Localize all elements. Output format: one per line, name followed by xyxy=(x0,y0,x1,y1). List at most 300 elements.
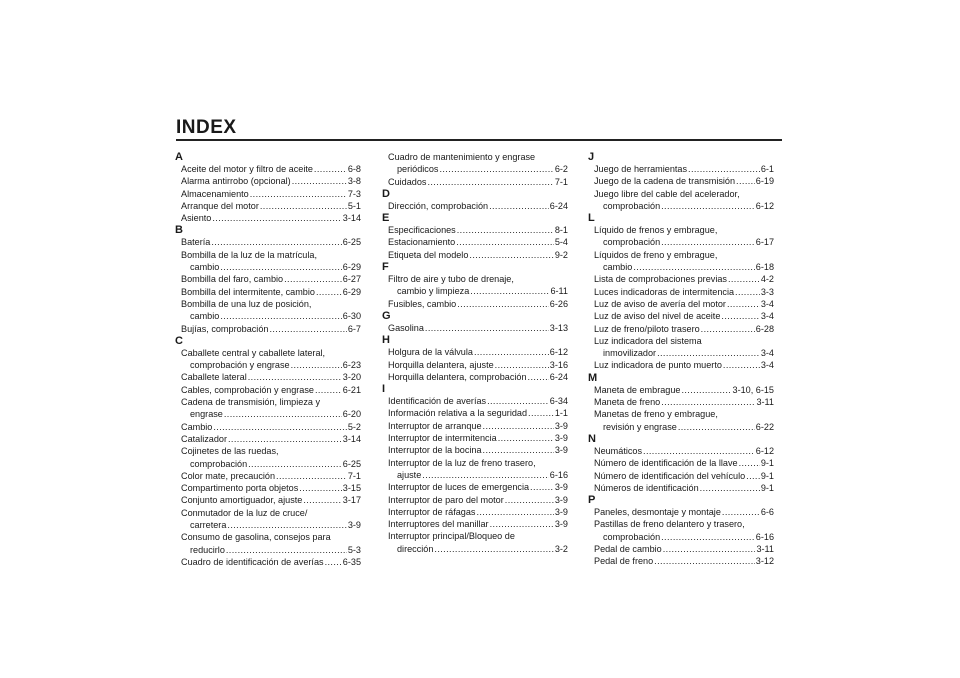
page-ref: 6-22 xyxy=(755,421,774,432)
dot-leader xyxy=(457,298,549,310)
index-entry xyxy=(589,445,774,457)
entry-text: Lista de comprobaciones previas xyxy=(594,274,727,285)
page-ref: 7-1 xyxy=(347,470,361,481)
page-ref: 6-12 xyxy=(755,200,774,211)
entry-text: Luz de aviso del nivel de aceite xyxy=(594,311,721,322)
section-letter: H xyxy=(382,334,390,347)
entry-text: Cuidados xyxy=(388,176,427,187)
entry-text: Cuadro de identificación de averías xyxy=(181,556,324,567)
entry-text: Caballete lateral xyxy=(181,372,247,383)
page-ref: 3-8 xyxy=(347,176,361,187)
index-entry xyxy=(383,494,568,506)
entry-text: Arranque del motor xyxy=(181,200,259,211)
page-ref: 6-1 xyxy=(760,164,774,174)
page-ref: 3-2 xyxy=(554,543,568,554)
page-ref: 6-24 xyxy=(549,200,568,211)
index-entry xyxy=(589,310,774,322)
dot-leader xyxy=(661,200,755,212)
entry-text: Interruptor de la luz de freno trasero, xyxy=(388,457,536,468)
index-entry xyxy=(383,298,568,310)
dot-leader xyxy=(250,188,347,200)
page-ref: 6-20 xyxy=(342,409,361,420)
dot-leader xyxy=(220,261,341,273)
index-entry xyxy=(383,224,568,236)
entry-text: Aceite del motor y filtro de aceite xyxy=(181,164,313,174)
entry-text: Paneles, desmontaje y montaje xyxy=(594,507,721,518)
entry-text: Número de identificación del vehículo xyxy=(594,470,746,481)
index-entry xyxy=(176,200,361,212)
entry-text: inmovilizador xyxy=(603,348,657,359)
entry-text: Cables, comprobación y engrase xyxy=(181,384,314,395)
dot-leader xyxy=(727,298,760,310)
dot-leader xyxy=(661,236,755,248)
page-ref: 5-2 xyxy=(347,421,361,432)
dot-leader xyxy=(316,286,342,298)
dot-leader xyxy=(276,470,347,482)
entry-text: Especificaciones xyxy=(388,225,456,236)
dot-leader xyxy=(739,457,760,469)
entry-text: Conjunto amortiguador, ajuste xyxy=(181,495,303,506)
entry-text: Luces indicadoras de intermitencia xyxy=(594,286,735,297)
page-ref: 7-1 xyxy=(554,176,568,187)
title-rule xyxy=(176,139,782,141)
index-entry xyxy=(176,249,361,274)
index-entry xyxy=(589,482,774,494)
page-ref: 9-1 xyxy=(760,470,774,481)
index-entry xyxy=(176,396,361,421)
entry-text: Alarma antirrobo (opcional) xyxy=(181,176,291,187)
page-ref: 3-4 xyxy=(760,348,774,359)
dot-leader xyxy=(425,322,549,334)
entry-text: Filtro de aire y tubo de drenaje, xyxy=(388,274,514,285)
index-entry xyxy=(589,323,774,335)
dot-leader xyxy=(530,481,554,493)
index-entry xyxy=(176,371,361,383)
page-ref: 6-27 xyxy=(342,274,361,285)
section-letter: D xyxy=(382,187,390,200)
section-letter: F xyxy=(382,261,389,274)
page-ref: 5-4 xyxy=(554,237,568,248)
entry-text: Maneta de freno xyxy=(594,397,661,408)
index-entry xyxy=(176,556,361,568)
dot-leader xyxy=(688,163,760,175)
page-ref: 3-15 xyxy=(342,483,361,494)
dot-leader xyxy=(315,384,342,396)
page-ref: 6-11 xyxy=(550,286,568,297)
index-entry xyxy=(589,396,774,408)
page-ref: 3-9 xyxy=(554,506,568,517)
entry-text: Holgura de la válvula xyxy=(388,347,473,358)
entry-text: Números de identificación xyxy=(594,482,699,493)
dot-leader xyxy=(483,420,554,432)
entry-text: engrase xyxy=(190,409,223,420)
entry-text: Información relativa a la seguridad xyxy=(388,408,528,419)
index-entry xyxy=(383,346,568,358)
index-column-1 xyxy=(176,151,361,568)
entry-text: Neumáticos xyxy=(594,445,643,456)
dot-leader xyxy=(469,249,553,261)
index-entry xyxy=(589,408,774,433)
page-ref: 6-12 xyxy=(755,445,774,456)
dot-leader xyxy=(657,347,760,359)
index-entry xyxy=(176,347,361,372)
page-ref: 7-3 xyxy=(347,188,361,199)
page-ref: 6-25 xyxy=(342,458,361,469)
dot-leader xyxy=(654,555,755,567)
index-entry xyxy=(589,543,774,555)
entry-text: Batería xyxy=(181,237,211,248)
index-entry xyxy=(589,470,774,482)
entry-text: Interruptores del manillar xyxy=(388,519,489,530)
dot-leader xyxy=(248,458,342,470)
dot-leader xyxy=(728,273,760,285)
index-entry xyxy=(383,176,568,188)
dot-leader xyxy=(224,408,342,420)
index-entry xyxy=(176,323,361,335)
page-ref: 6-28 xyxy=(755,323,774,334)
page-ref: 1-1 xyxy=(554,408,568,419)
index-entry xyxy=(176,298,361,323)
page-ref: 3-9 xyxy=(554,445,568,456)
entry-text: reducirlo xyxy=(190,544,225,555)
section-letter: L xyxy=(588,212,595,225)
page-ref: 3-20 xyxy=(342,372,361,383)
entry-text: Almacenamiento xyxy=(181,188,249,199)
index-entry xyxy=(383,518,568,530)
page-ref: 3-4 xyxy=(760,298,774,309)
page-ref: 3-3 xyxy=(760,286,774,297)
index-entry xyxy=(383,432,568,444)
dot-leader xyxy=(661,531,755,543)
dot-leader xyxy=(678,421,755,433)
entry-text: carretera xyxy=(190,520,227,531)
section-letter: A xyxy=(175,151,183,163)
dot-leader xyxy=(470,285,549,297)
entry-text: Pedal de freno xyxy=(594,556,654,567)
entry-text: Horquilla delantera, comprobación xyxy=(388,371,527,382)
index-entry xyxy=(176,494,361,506)
page-ref: 6-12 xyxy=(549,347,568,358)
index-entry xyxy=(383,506,568,518)
index-entry xyxy=(176,421,361,433)
section-letter: B xyxy=(175,224,183,237)
index-entry xyxy=(383,273,568,298)
page-ref: 3-13 xyxy=(549,322,568,333)
entry-text: comprobación xyxy=(603,531,661,542)
dot-leader xyxy=(299,482,342,494)
index-entry xyxy=(176,163,361,175)
entry-text: Caballete central y caballete lateral, xyxy=(181,347,326,358)
entry-text: Juego libre del cable del acelerador, xyxy=(594,188,740,199)
page-title: INDEX xyxy=(176,117,237,138)
index-entry xyxy=(589,359,774,371)
entry-text: Bombilla de la luz de la matrícula, xyxy=(181,249,317,260)
index-entry xyxy=(383,444,568,456)
index-entry xyxy=(383,249,568,261)
dot-leader xyxy=(292,175,347,187)
dot-leader xyxy=(284,273,342,285)
entry-text: Color mate, precaución xyxy=(181,470,276,481)
entry-text: Cadena de transmisión, limpieza y xyxy=(181,397,320,408)
page-ref: 3-9 xyxy=(554,482,568,493)
entry-text: Fusibles, cambio xyxy=(388,298,457,309)
page-ref: 9-2 xyxy=(554,249,568,260)
entry-text: Interruptor de arranque xyxy=(388,420,482,431)
page-ref: 6-35 xyxy=(342,556,361,567)
entry-text: Interruptor de luces de emergencia xyxy=(388,482,530,493)
dot-leader xyxy=(474,346,549,358)
dot-leader xyxy=(528,371,549,383)
page-ref: 3-9 xyxy=(554,433,568,444)
dot-leader xyxy=(226,544,347,556)
entry-text: Conmutador de la luz de cruce/ xyxy=(181,507,308,518)
page-ref: 6-2 xyxy=(554,164,568,175)
dot-leader xyxy=(212,212,341,224)
page-ref: 3-10, 6-15 xyxy=(732,384,774,395)
index-entry xyxy=(176,236,361,248)
index-entry xyxy=(176,273,361,285)
page-ref: 6-8 xyxy=(347,164,361,174)
entry-text: Asiento xyxy=(181,213,212,224)
index-entry xyxy=(589,175,774,187)
entry-text: Maneta de embrague xyxy=(594,384,681,395)
dot-leader xyxy=(422,469,549,481)
page-ref: 3-12 xyxy=(755,556,774,567)
page-ref: 6-34 xyxy=(549,396,568,407)
section-letter: G xyxy=(382,309,391,322)
index-entry xyxy=(176,445,361,470)
page-ref: 3-11 xyxy=(756,544,774,555)
entry-text: Interruptor de la bocina xyxy=(388,445,482,456)
page-ref: 6-16 xyxy=(549,469,568,480)
entry-text: Luz indicadora del sistema xyxy=(594,335,702,346)
index-entry xyxy=(589,555,774,567)
dot-leader xyxy=(722,506,760,518)
page-ref: 6-25 xyxy=(342,237,361,248)
entry-text: cambio y limpieza xyxy=(397,286,470,297)
index-entry xyxy=(383,200,568,212)
page-ref: 6-7 xyxy=(347,323,361,334)
page-ref: 6-26 xyxy=(549,298,568,309)
page-ref: 6-16 xyxy=(755,531,774,542)
entry-text: Pastillas de freno delantero y trasero, xyxy=(594,519,745,530)
index-entry xyxy=(589,457,774,469)
entry-text: dirección xyxy=(397,543,434,554)
page-ref: 9-1 xyxy=(760,482,774,493)
entry-text: comprobación xyxy=(190,458,248,469)
dot-leader xyxy=(228,433,342,445)
page-ref: 3-9 xyxy=(554,420,568,431)
entry-text: Pedal de cambio xyxy=(594,544,662,555)
page-ref: 6-29 xyxy=(342,286,361,297)
section-letter: C xyxy=(175,334,183,347)
index-entry xyxy=(176,482,361,494)
entry-text: Bombilla de una luz de posición, xyxy=(181,298,312,309)
dot-leader xyxy=(633,261,754,273)
dot-leader xyxy=(700,482,760,494)
index-entry xyxy=(176,188,361,200)
dot-leader xyxy=(291,359,342,371)
dot-leader xyxy=(495,359,549,371)
dot-leader xyxy=(227,519,346,531)
entry-text: revisión y engrase xyxy=(603,421,677,432)
index-column-2 xyxy=(383,151,568,555)
dot-leader xyxy=(456,236,554,248)
dot-leader xyxy=(746,470,760,482)
index-entry xyxy=(383,481,568,493)
entry-text: Líquido de frenos y embrague, xyxy=(594,225,718,236)
dot-leader xyxy=(490,518,554,530)
index-entry xyxy=(176,212,361,224)
page-ref: 3-4 xyxy=(760,311,774,322)
dot-leader xyxy=(269,323,346,335)
entry-text: Etiqueta del modelo xyxy=(388,249,469,260)
index-entry xyxy=(589,188,774,213)
dot-leader xyxy=(498,432,554,444)
section-letter: I xyxy=(382,383,386,396)
dot-leader xyxy=(476,506,553,518)
index-entry xyxy=(589,335,774,360)
page-ref: 3-14 xyxy=(342,213,361,224)
dot-leader xyxy=(701,323,755,335)
index-entry xyxy=(176,433,361,445)
index-entry xyxy=(176,470,361,482)
dot-leader xyxy=(483,444,554,456)
entry-text: Horquilla delantera, ajuste xyxy=(388,359,494,370)
section-letter: M xyxy=(588,371,598,384)
index-entry xyxy=(383,151,568,176)
entry-text: Luz indicadora de punto muerto xyxy=(594,360,722,371)
dot-leader xyxy=(681,384,731,396)
entry-text: Bujías, comprobación xyxy=(181,323,269,334)
entry-text: Bombilla del faro, cambio xyxy=(181,274,284,285)
index-entry xyxy=(383,530,568,555)
dot-leader xyxy=(220,310,341,322)
entry-text: Manetas de freno y embrague, xyxy=(594,409,718,420)
index-entry xyxy=(589,384,774,396)
page-ref: 5-3 xyxy=(347,544,361,555)
index-entry xyxy=(589,506,774,518)
page-ref: 6-29 xyxy=(342,262,361,273)
index-entry xyxy=(383,236,568,248)
entry-text: cambio xyxy=(190,311,220,322)
dot-leader xyxy=(434,543,553,555)
dot-leader xyxy=(211,236,341,248)
entry-text: Bombilla del intermitente, cambio xyxy=(181,286,315,297)
dot-leader xyxy=(457,224,554,236)
entry-text: Compartimento porta objetos xyxy=(181,483,299,494)
entry-text: ajuste xyxy=(397,469,422,480)
page-ref: 9-1 xyxy=(760,458,774,469)
index-entry xyxy=(383,395,568,407)
index-entry xyxy=(176,507,361,532)
dot-leader xyxy=(723,359,760,371)
index-entry xyxy=(383,371,568,383)
index-entry xyxy=(383,407,568,419)
page-ref: 6-21 xyxy=(342,384,361,395)
entry-text: Interruptor de intermitencia xyxy=(388,433,497,444)
page-ref: 6-18 xyxy=(755,262,774,273)
dot-leader xyxy=(721,310,759,322)
page-ref: 3-11 xyxy=(756,397,774,408)
dot-leader xyxy=(427,176,553,188)
dot-leader xyxy=(735,286,760,298)
dot-leader xyxy=(663,543,756,555)
dot-leader xyxy=(487,395,549,407)
section-letter: N xyxy=(588,432,596,445)
index-entry xyxy=(176,531,361,556)
entry-text: Juego de herramientas xyxy=(594,164,688,174)
index-entry xyxy=(176,286,361,298)
entry-text: Líquidos de freno y embrague, xyxy=(594,249,718,260)
page-ref: 3-9 xyxy=(554,519,568,530)
index-entry xyxy=(589,298,774,310)
entry-text: cambio xyxy=(603,262,633,273)
entry-text: Luz de aviso de avería del motor xyxy=(594,298,726,309)
page-ref: 6-6 xyxy=(760,507,774,518)
dot-leader xyxy=(260,200,347,212)
entry-text: Cuadro de mantenimiento y engrase xyxy=(388,152,536,162)
entry-text: Interruptor principal/Bloqueo de xyxy=(388,531,515,542)
dot-leader xyxy=(661,396,755,408)
entry-text: Cambio xyxy=(181,421,213,432)
page-ref: 6-23 xyxy=(342,360,361,371)
page-ref: 3-9 xyxy=(554,494,568,505)
page-ref: 6-17 xyxy=(755,237,774,248)
entry-text: comprobación xyxy=(603,237,661,248)
entry-text: Gasolina xyxy=(388,322,424,333)
page-ref: 4-2 xyxy=(760,274,774,285)
dot-leader xyxy=(325,556,342,568)
page-ref: 3-16 xyxy=(549,359,568,370)
dot-leader xyxy=(528,407,554,419)
dot-leader xyxy=(439,163,553,175)
index-entry xyxy=(383,420,568,432)
page-ref: 6-24 xyxy=(549,371,568,382)
dot-leader xyxy=(489,200,549,212)
dot-leader xyxy=(248,371,342,383)
section-letter: J xyxy=(588,151,595,163)
index-column-3 xyxy=(589,151,774,568)
dot-leader xyxy=(736,175,755,187)
entry-text: comprobación xyxy=(603,200,661,211)
page-ref: 6-30 xyxy=(342,311,361,322)
index-entry xyxy=(589,286,774,298)
entry-text: Cojinetes de las ruedas, xyxy=(181,446,279,457)
dot-leader xyxy=(314,163,347,175)
dot-leader xyxy=(213,421,347,433)
index-entry xyxy=(589,163,774,175)
index-entry xyxy=(383,457,568,482)
index-entry xyxy=(589,249,774,274)
page-ref: 3-9 xyxy=(347,520,361,531)
page-ref: 3-4 xyxy=(760,360,774,371)
section-letter: P xyxy=(588,494,596,507)
entry-text: Catalizador xyxy=(181,433,227,444)
entry-text: Número de identificación de la llave xyxy=(594,458,738,469)
entry-text: periódicos xyxy=(397,164,439,175)
index-entry xyxy=(589,224,774,249)
page-ref: 3-17 xyxy=(342,495,361,506)
index-entry xyxy=(383,322,568,334)
index-entry xyxy=(589,273,774,285)
entry-text: Dirección, comprobación xyxy=(388,200,489,211)
index-entry xyxy=(176,384,361,396)
entry-text: comprobación y engrase xyxy=(190,360,290,371)
page-ref: 3-14 xyxy=(342,433,361,444)
index-entry xyxy=(383,359,568,371)
page-ref: 5-1 xyxy=(347,200,361,211)
